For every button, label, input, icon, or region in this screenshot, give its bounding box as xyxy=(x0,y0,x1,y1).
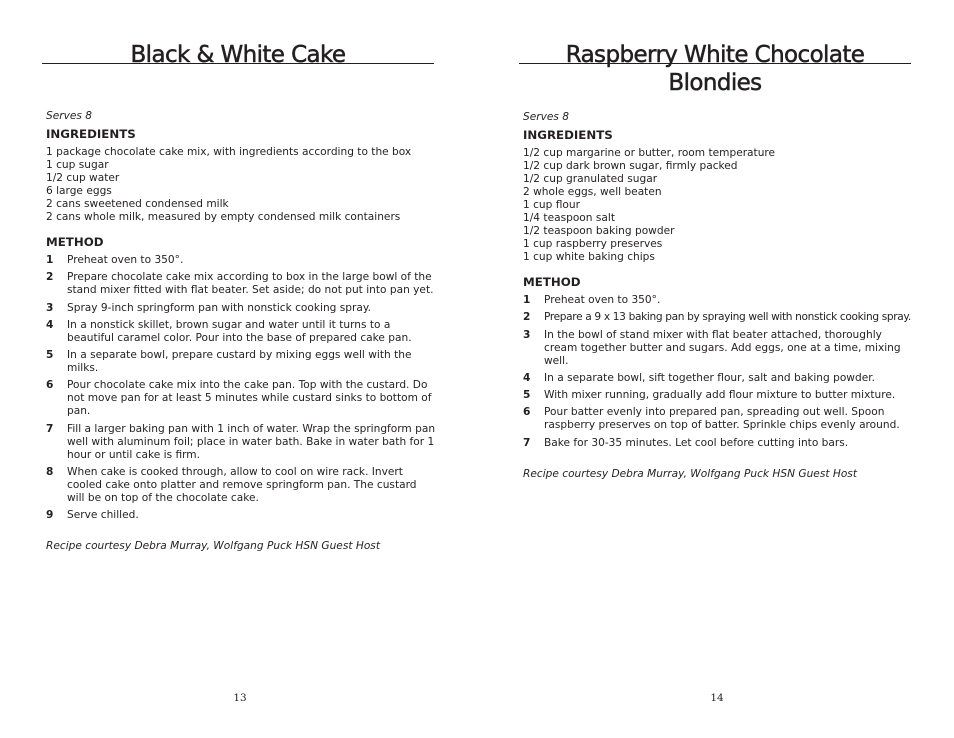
method-heading: METHOD xyxy=(523,275,581,289)
method-step xyxy=(523,294,913,307)
ingredient-item: 1 cup sugar xyxy=(46,159,109,171)
title-rule xyxy=(42,63,434,64)
ingredient-item: 1/4 teaspoon salt xyxy=(523,212,615,224)
step-text: In a nonstick skillet, brown sugar and water until it turns to a beautiful caramel color. Pour into the base of prepared cake pan. xyxy=(67,318,412,344)
method-step xyxy=(46,466,436,505)
ingredient-item: 1 cup raspberry preserves xyxy=(523,238,663,250)
step-number: 5 xyxy=(523,389,531,402)
ingredient-item: 2 cans sweetened condensed milk xyxy=(46,198,229,210)
step-number: 8 xyxy=(46,466,54,479)
ingredient-item: 2 whole eggs, well beaten xyxy=(523,186,662,198)
ingredient-item: 1 cup flour xyxy=(523,199,580,211)
step-number: 1 xyxy=(523,294,531,306)
step-text: Pour chocolate cake mix into the cake pan. Top with the custard. Do not move pan for at least 5 minutes while custard sinks to bottom of pan. xyxy=(67,379,432,418)
ingredient-item: 2 cans whole milk, measured by empty condensed milk containers xyxy=(46,211,401,223)
step-number: 4 xyxy=(46,318,54,331)
method-step xyxy=(46,319,436,345)
step-text: In the bowl of stand mixer with flat beater attached, thoroughly cream together butter and sugars. Add eggs, one at a time, mixing well. xyxy=(544,328,901,367)
step-text: Prepare a 9 x 13 baking pan by spraying well with nonstick cooking spray. xyxy=(544,311,911,324)
method-step xyxy=(46,254,436,267)
method-heading: METHOD xyxy=(46,235,104,249)
step-text: Serve chilled. xyxy=(67,509,139,522)
method-step xyxy=(523,311,913,324)
step-text: In a separate bowl, prepare custard by mixing eggs well with the milks. xyxy=(67,349,412,375)
step-number: 4 xyxy=(523,371,531,384)
step-number: 5 xyxy=(46,349,54,362)
step-text: Preheat oven to 350°. xyxy=(67,254,184,266)
recipe-body xyxy=(46,110,436,553)
step-text: In a separate bowl, sift together flour, salt and baking powder. xyxy=(544,371,875,384)
ingredient-item: 1/2 cup granulated sugar xyxy=(523,173,658,185)
method-step xyxy=(46,423,436,462)
method-step xyxy=(46,379,436,418)
recipe-title-line-2: Blondies xyxy=(668,70,762,96)
ingredient-item: 1/2 cup dark brown sugar, firmly packed xyxy=(523,160,738,172)
step-number: 6 xyxy=(46,379,54,392)
method-step xyxy=(46,302,436,315)
step-text: Pour batter evenly into prepared pan, spreading out well. Spoon raspberry preserves on top of batter. Sprinkle chips evenly around. xyxy=(544,406,900,432)
step-text: Prepare chocolate cake mix according to box in the large bowl of the stand mixer fitted with flat beater. Set aside; do not put into pan yet. xyxy=(67,271,434,297)
method-step xyxy=(46,349,436,375)
step-number: 1 xyxy=(46,254,54,266)
method-step xyxy=(523,437,913,450)
step-text: When cake is cooked through, allow to cool on wire rack. Invert cooled cake onto platter and remove springform pan. The custard will be on top of the chocolate cake. xyxy=(67,466,417,505)
ingredient-item: 6 large eggs xyxy=(46,185,112,197)
method-list xyxy=(523,294,913,450)
recipe-credit: Recipe courtesy Debra Murray, Wolfgang Puck HSN Guest Host xyxy=(523,467,857,480)
step-number: 9 xyxy=(46,509,54,522)
step-number: 3 xyxy=(46,301,54,314)
method-list xyxy=(46,254,436,522)
ingredients-heading: INGREDIENTS xyxy=(46,127,136,141)
step-text: Bake for 30-35 minutes. Let cool before cutting into bars. xyxy=(544,436,849,449)
step-number: 7 xyxy=(46,422,54,435)
ingredients-list xyxy=(46,146,436,224)
method-step xyxy=(523,329,913,368)
page-number: 14 xyxy=(710,692,724,704)
ingredient-item: 1 package chocolate cake mix, with ingredients according to the box xyxy=(46,146,412,158)
ingredients-heading: INGREDIENTS xyxy=(523,128,613,142)
recipe-title-block xyxy=(42,41,434,69)
recipe-body xyxy=(523,111,913,481)
method-step xyxy=(523,406,913,432)
step-text: With mixer running, gradually add flour mixture to butter mixture. xyxy=(544,389,896,402)
recipe-title-block-2 xyxy=(519,69,911,97)
method-step xyxy=(46,271,436,297)
step-text: Spray 9-inch springform pan with nonstick cooking spray. xyxy=(67,301,371,314)
ingredient-item: 1 cup white baking chips xyxy=(523,251,655,263)
recipe-credit: Recipe courtesy Debra Murray, Wolfgang Puck HSN Guest Host xyxy=(46,540,380,553)
step-number: 2 xyxy=(46,271,54,284)
title-rule xyxy=(519,63,911,64)
step-text: Fill a larger baking pan with 1 inch of water. Wrap the springform pan well with aluminum foil; place in water bath. Bake in water bath for 1 hour or until cake is firm. xyxy=(67,422,436,461)
method-step xyxy=(523,389,913,402)
serves-text: Serves 8 xyxy=(46,110,93,122)
step-number: 6 xyxy=(523,406,531,419)
method-step xyxy=(46,509,436,522)
ingredient-item: 1/2 cup margarine or butter, room temperature xyxy=(523,147,776,159)
ingredients-list xyxy=(523,147,913,264)
recipe-title-block xyxy=(519,41,911,69)
ingredient-item: 1/2 teaspoon baking powder xyxy=(523,225,675,237)
ingredient-item: 1/2 cup water xyxy=(46,172,120,184)
serves-text: Serves 8 xyxy=(523,111,570,123)
recipe-title-line-1: Raspberry White Chocolate xyxy=(565,42,865,68)
step-number: 2 xyxy=(523,311,531,324)
method-step xyxy=(523,372,913,385)
step-text: Preheat oven to 350°. xyxy=(544,294,661,306)
step-number: 3 xyxy=(523,328,531,341)
page-number: 13 xyxy=(233,692,247,704)
step-number: 7 xyxy=(523,436,531,449)
recipe-title: Black & White Cake xyxy=(130,42,346,68)
